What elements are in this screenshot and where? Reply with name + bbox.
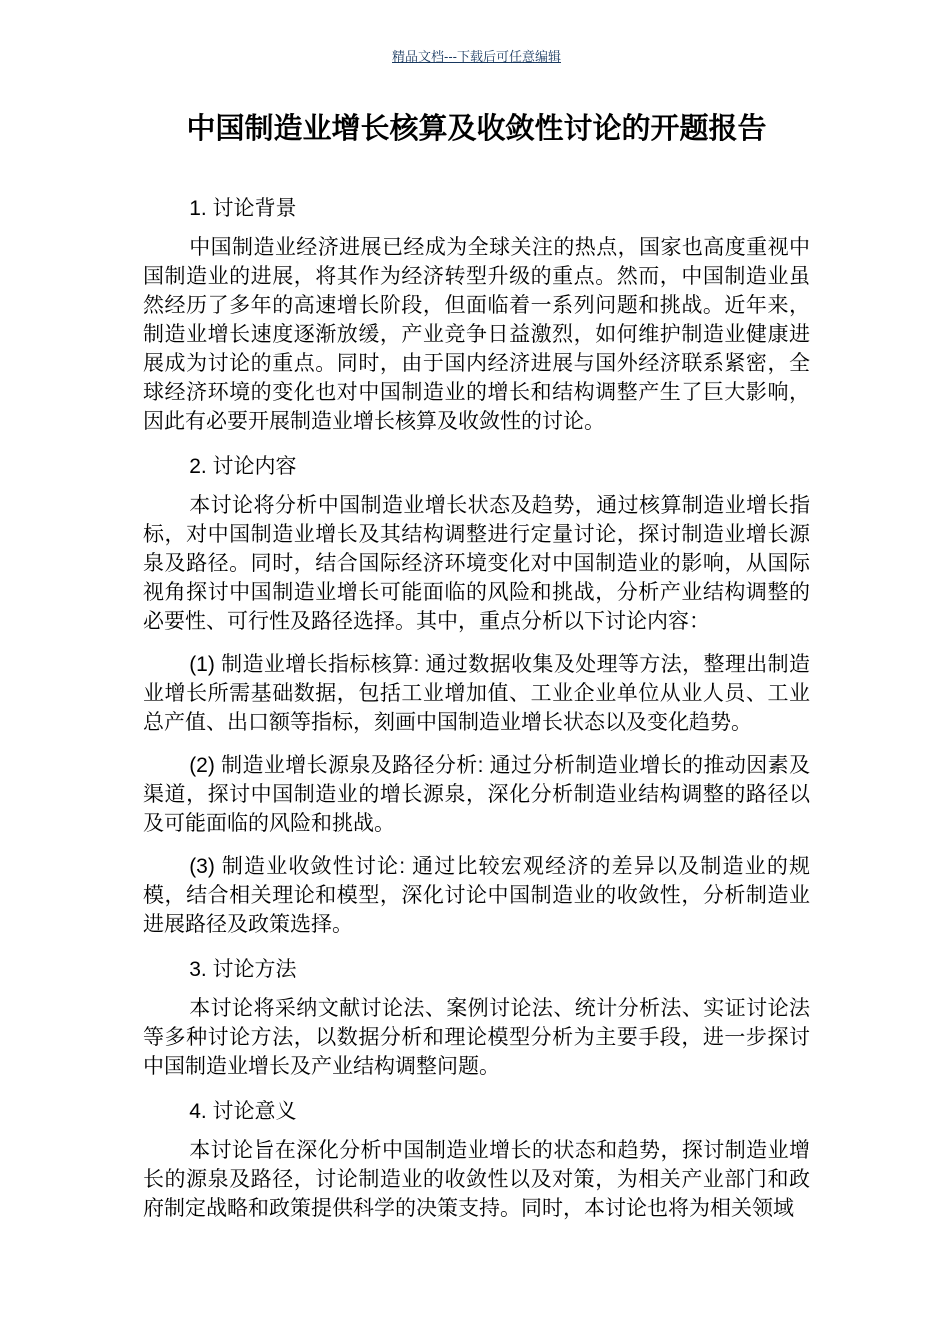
body-paragraph: 本讨论将分析中国制造业增长状态及趋势，通过核算制造业增长指标，对中国制造业增长及其结构调整进行定量讨论，探讨制造业增长源泉及路径。同时，结合国际经济环境变化对中国制造业的影响，从国际视角探讨中国制造业增长可能面临的风险和挑战，分析产业结构调整的必要性、可行性及路径选择。其中，重点分析以下讨论内容： (143, 494, 810, 633)
section-content (143, 452, 810, 939)
body-paragraph-item-2: (2) 制造业增长源泉及路径分析: 通过分析制造业增长的推动因素及渠道，探讨中国制造业的增长源泉，深化分析制造业结构调整的路径以及可能面临的风险和挑战。 (143, 754, 810, 835)
section-heading: 3. 讨论方法 (189, 958, 297, 981)
section-background (143, 194, 810, 436)
section-method (143, 955, 810, 1081)
section-significance (143, 1097, 810, 1223)
section-heading: 2. 讨论内容 (189, 455, 297, 478)
body-paragraph-item-1: (1) 制造业增长指标核算: 通过数据收集及处理等方法，整理出制造业增长所需基础数据，包括工业增加值、工业企业单位从业人员、工业总产值、出口额等指标，刻画中国制造业增长状态以及变化趋势。 (143, 653, 810, 734)
document-title: 中国制造业增长核算及收敛性讨论的开题报告 (186, 113, 767, 145)
body-paragraph: 中国制造业经济进展已经成为全球关注的热点，国家也高度重视中国制造业的进展，将其作为经济转型升级的重点。然而，中国制造业虽然经历了多年的高速增长阶段，但面临着一系列问题和挑战。近年来，制造业增长速度逐渐放缓，产业竞争日益激烈，如何维护制造业健康进展成为讨论的重点。同时，由于国内经济进展与国外经济联系紧密，全球经济环境的变化也对中国制造业的增长和结构调整产生了巨大影响，因此有必要开展制造业增长核算及收敛性的讨论。 (143, 236, 810, 433)
body-paragraph: 本讨论将采纳文献讨论法、案例讨论法、统计分析法、实证讨论法等多种讨论方法，以数据分析和理论模型分析为主要手段，进一步探讨中国制造业增长及产业结构调整问题。 (143, 997, 810, 1078)
body-paragraph-item-3: (3) 制造业收敛性讨论: 通过比较宏观经济的差异以及制造业的规模，结合相关理论和模型，深化讨论中国制造业的收敛性，分析制造业进展路径及政策选择。 (143, 855, 810, 936)
section-heading: 1. 讨论背景 (189, 197, 297, 220)
section-heading: 4. 讨论意义 (189, 1100, 297, 1123)
body-paragraph: 本讨论旨在深化分析中国制造业增长的状态和趋势，探讨制造业增长的源泉及路径，讨论制造业的收敛性以及对策，为相关产业部门和政府制定战略和政策提供科学的决策支持。同时，本讨论也将为相关领域 (143, 1139, 810, 1220)
header-note: 精品文档---下载后可任意编辑 (392, 49, 561, 64)
document-body (143, 194, 810, 1223)
